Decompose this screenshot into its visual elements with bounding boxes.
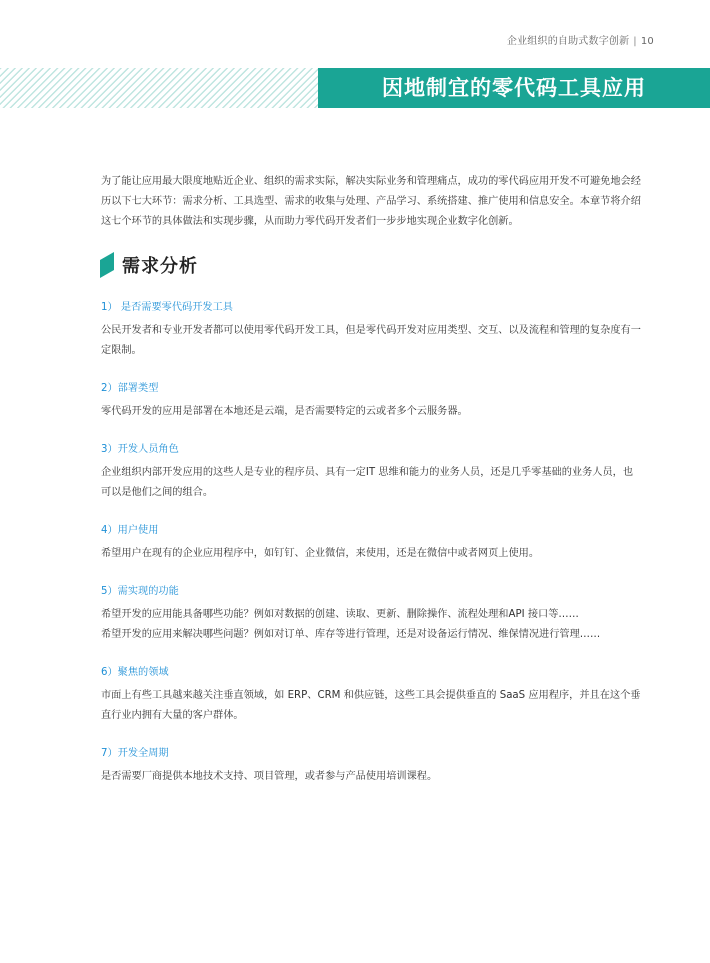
intro-paragraph: 为了能让应用最大限度地贴近企业、组织的需求实际，解决实际业务和管理痛点，成功的零代码应用开发不可避免地会经历以下七大环节：需求分析、工具选型、需求的收集与处理、产品学习、系统搭建、推广使用和信息安全。本章节将介绍这七个环节的具体做法和实现步骤，从而助力零代码开发者们一步步地实现企业数字化创新。: [101, 176, 641, 227]
requirement-item-body: [101, 321, 641, 361]
requirement-item-text: 市面上有些工具越来越关注垂直领域，如 ERP、CRM 和供应链，这些工具会提供垂直的 SaaS 应用程序，并且在这个垂直行业内拥有大量的客户群体。: [101, 690, 641, 721]
requirement-item: [101, 298, 641, 361]
requirement-list: [101, 298, 641, 805]
requirement-item-heading: 4）用户使用: [101, 525, 159, 536]
section-heading: [100, 250, 198, 280]
requirement-item: [101, 744, 641, 787]
requirement-item-text: 是否需要厂商提供本地技术支持、项目管理，或者参与产品使用培训课程。: [101, 771, 438, 782]
requirement-item-text: 希望开发的应用能具备哪些功能？例如对数据的创建、读取、更新、删除操作、流程处理和API 接口等……: [101, 609, 579, 620]
requirement-item-body: [101, 544, 641, 564]
requirement-item-heading: 7）开发全周期: [101, 748, 169, 759]
requirement-item-heading: 5）需实现的功能: [101, 586, 179, 597]
requirement-item: [101, 521, 641, 564]
running-header: [507, 32, 654, 47]
requirement-item-text: 希望开发的应用来解决哪些问题？例如对订单、库存等进行管理，还是对设备运行情况、维保情况进行管理……: [101, 629, 601, 640]
section-title: 需求分析: [122, 256, 198, 277]
requirement-item-heading: 3）开发人员角色: [101, 444, 179, 455]
requirement-item: [101, 440, 641, 503]
running-header-separator: |: [633, 36, 637, 47]
requirement-item-text: 希望用户在现有的企业应用程序中，如钉钉、企业微信，来使用，还是在微信中或者网页上使用。: [101, 548, 540, 559]
requirement-item-body: [101, 686, 641, 726]
requirement-item-text: 企业组织内部开发应用的这些人是专业的程序员、具有一定IT 思维和能力的业务人员，还是几乎零基础的业务人员，也可以是他们之间的组合。: [101, 467, 634, 498]
requirement-item: [101, 582, 641, 645]
requirement-item-body: [101, 463, 641, 503]
requirement-item: [101, 663, 641, 726]
requirement-item-body: [101, 402, 641, 422]
requirement-item-heading: 6）聚焦的领域: [101, 667, 169, 678]
requirement-item-body: [101, 767, 641, 787]
requirement-item-text: 公民开发者和专业开发者都可以使用零代码开发工具，但是零代码开发对应用类型、交互、以及流程和管理的复杂度有一定限制。: [101, 325, 641, 356]
chapter-title: 因地制宜的零代码工具应用: [382, 76, 646, 100]
section-marker-icon: [100, 252, 114, 278]
requirement-item-text: 零代码开发的应用是部署在本地还是云端，是否需要特定的云或者多个云服务器。: [101, 406, 468, 417]
requirement-item-heading: 1） 是否需要零代码开发工具: [101, 302, 233, 313]
requirement-item-body: [101, 605, 641, 645]
running-header-title: 企业组织的自助式数字创新: [506, 36, 630, 47]
requirement-item: [101, 379, 641, 422]
banner-hatch-pattern: [0, 68, 320, 108]
page-number: 10: [640, 36, 654, 47]
requirement-item-heading: 2）部署类型: [101, 383, 159, 394]
